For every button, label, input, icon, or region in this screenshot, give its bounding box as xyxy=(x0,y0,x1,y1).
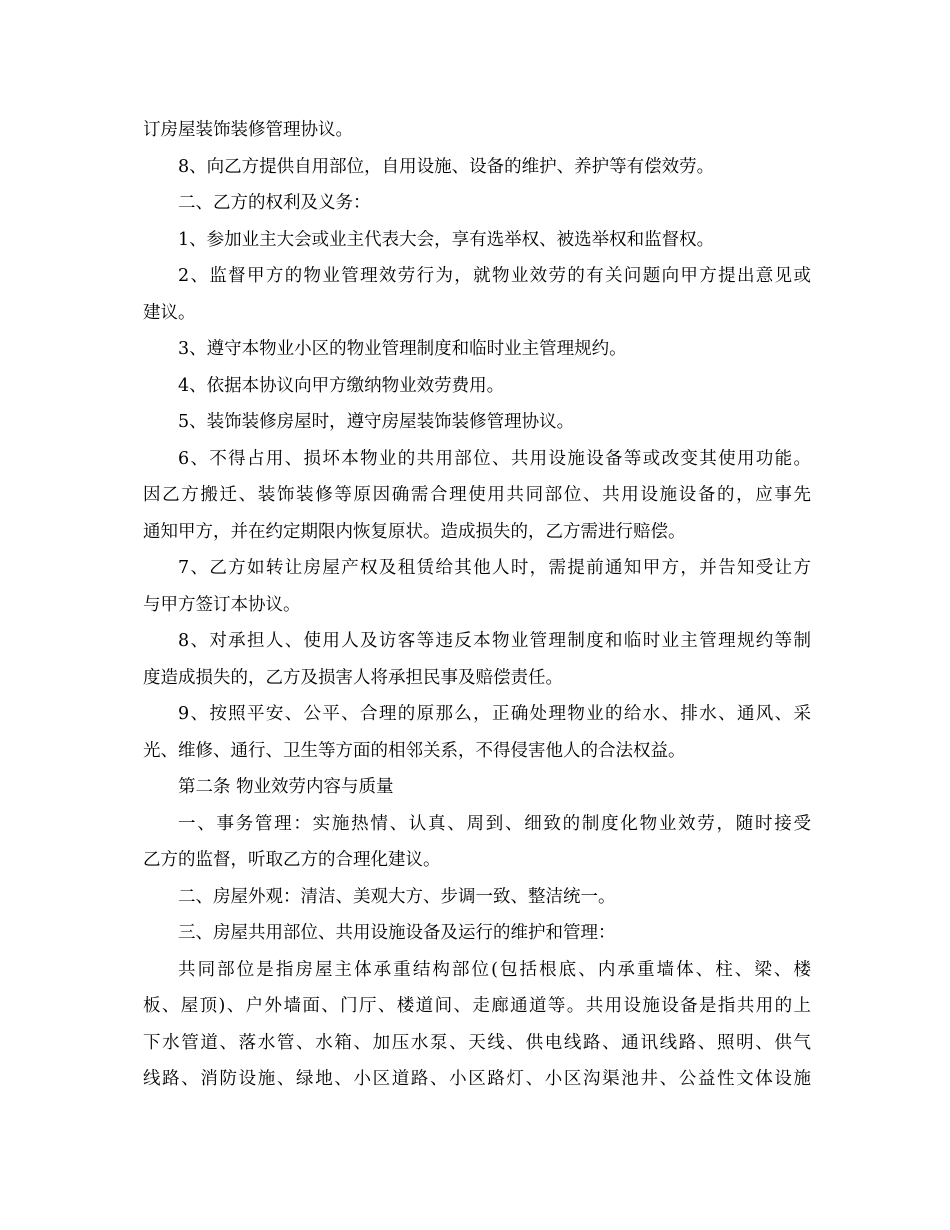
text-line: 乙方的监督，听取乙方的合理化建议。 xyxy=(143,850,441,870)
text-line: 6、不得占用、损坏本物业的共用部位、共用设施设备等或改变其使用功能。 xyxy=(178,448,811,469)
section-heading: 二、乙方的权利及义务： xyxy=(178,193,371,213)
text-line: 一、事务管理：实施热情、认真、周到、细致的制度化物业效劳，随时接受 xyxy=(178,813,811,834)
text-line: 5、装饰装修房屋时，遵守房屋装饰装修管理协议。 xyxy=(178,412,575,432)
text-line: 与甲方签订本协议。 xyxy=(143,594,301,615)
text-line: 9、按照平安、公平、合理的原那么，正确处理物业的给水、排水、通风、采 xyxy=(178,704,811,724)
text-line: 因乙方搬迁、装饰装修等原因确需合理使用共同部位、共用设施设备的，应事先 xyxy=(143,485,811,505)
text-line: 8、对承担人、使用人及访客等违反本物业管理制度和临时业主管理规约等制 xyxy=(178,631,811,651)
text-line: 线路、消防设施、绿地、小区道路、小区路灯、小区沟渠池井、公益性文体设施 xyxy=(143,1069,811,1089)
text-line: 通知甲方，并在约定期限内恢复原状。造成损失的，乙方需进行赔偿。 xyxy=(143,521,686,542)
text-line: 下水管道、落水管、水箱、加压水泵、天线、供电线路、通讯线路、照明、供气 xyxy=(143,1032,811,1053)
text-line: 订房屋装饰装修管理协议。 xyxy=(143,120,353,140)
text-line: 二、房屋外观：清洁、美观大方、步调一致、整洁统一。 xyxy=(178,886,616,907)
text-line: 7、乙方如转让房屋产权及租赁给其他人时，需提前通知甲方，并告知受让方 xyxy=(178,558,811,578)
article-heading: 第二条 物业效劳内容与质量 xyxy=(178,777,394,797)
text-line: 共同部位是指房屋主体承重结构部位(包括根底、内承重墙体、柱、梁、楼 xyxy=(178,959,811,980)
document-body xyxy=(143,112,811,1098)
text-line: 3、遵守本物业小区的物业管理制度和临时业主管理规约。 xyxy=(178,339,627,359)
text-line: 光、维修、通行、卫生等方面的相邻关系，不得侵害他人的合法权益。 xyxy=(143,740,686,761)
text-line: 4、依据本协议向甲方缴纳物业效劳费用。 xyxy=(178,375,505,396)
text-line: 度造成损失的，乙方及损害人将承担民事及赔偿责任。 xyxy=(143,667,563,688)
text-line: 2、监督甲方的物业管理效劳行为，就物业效劳的有关问题向甲方提出意见或 xyxy=(178,266,811,286)
text-line: 三、房屋共用部位、共用设施设备及运行的维护和管理： xyxy=(178,923,616,943)
text-line: 8、向乙方提供自用部位，自用设施、设备的维护、养护等有偿效劳。 xyxy=(178,156,715,177)
text-line: 建议。 xyxy=(143,302,196,323)
text-line: 1、参加业主大会或业主代表大会，享有选举权、被选举权和监督权。 xyxy=(178,229,715,250)
text-line: 板、屋顶)、户外墙面、门厅、楼道间、走廊通道等。共用设施设备是指共用的上 xyxy=(143,996,811,1016)
